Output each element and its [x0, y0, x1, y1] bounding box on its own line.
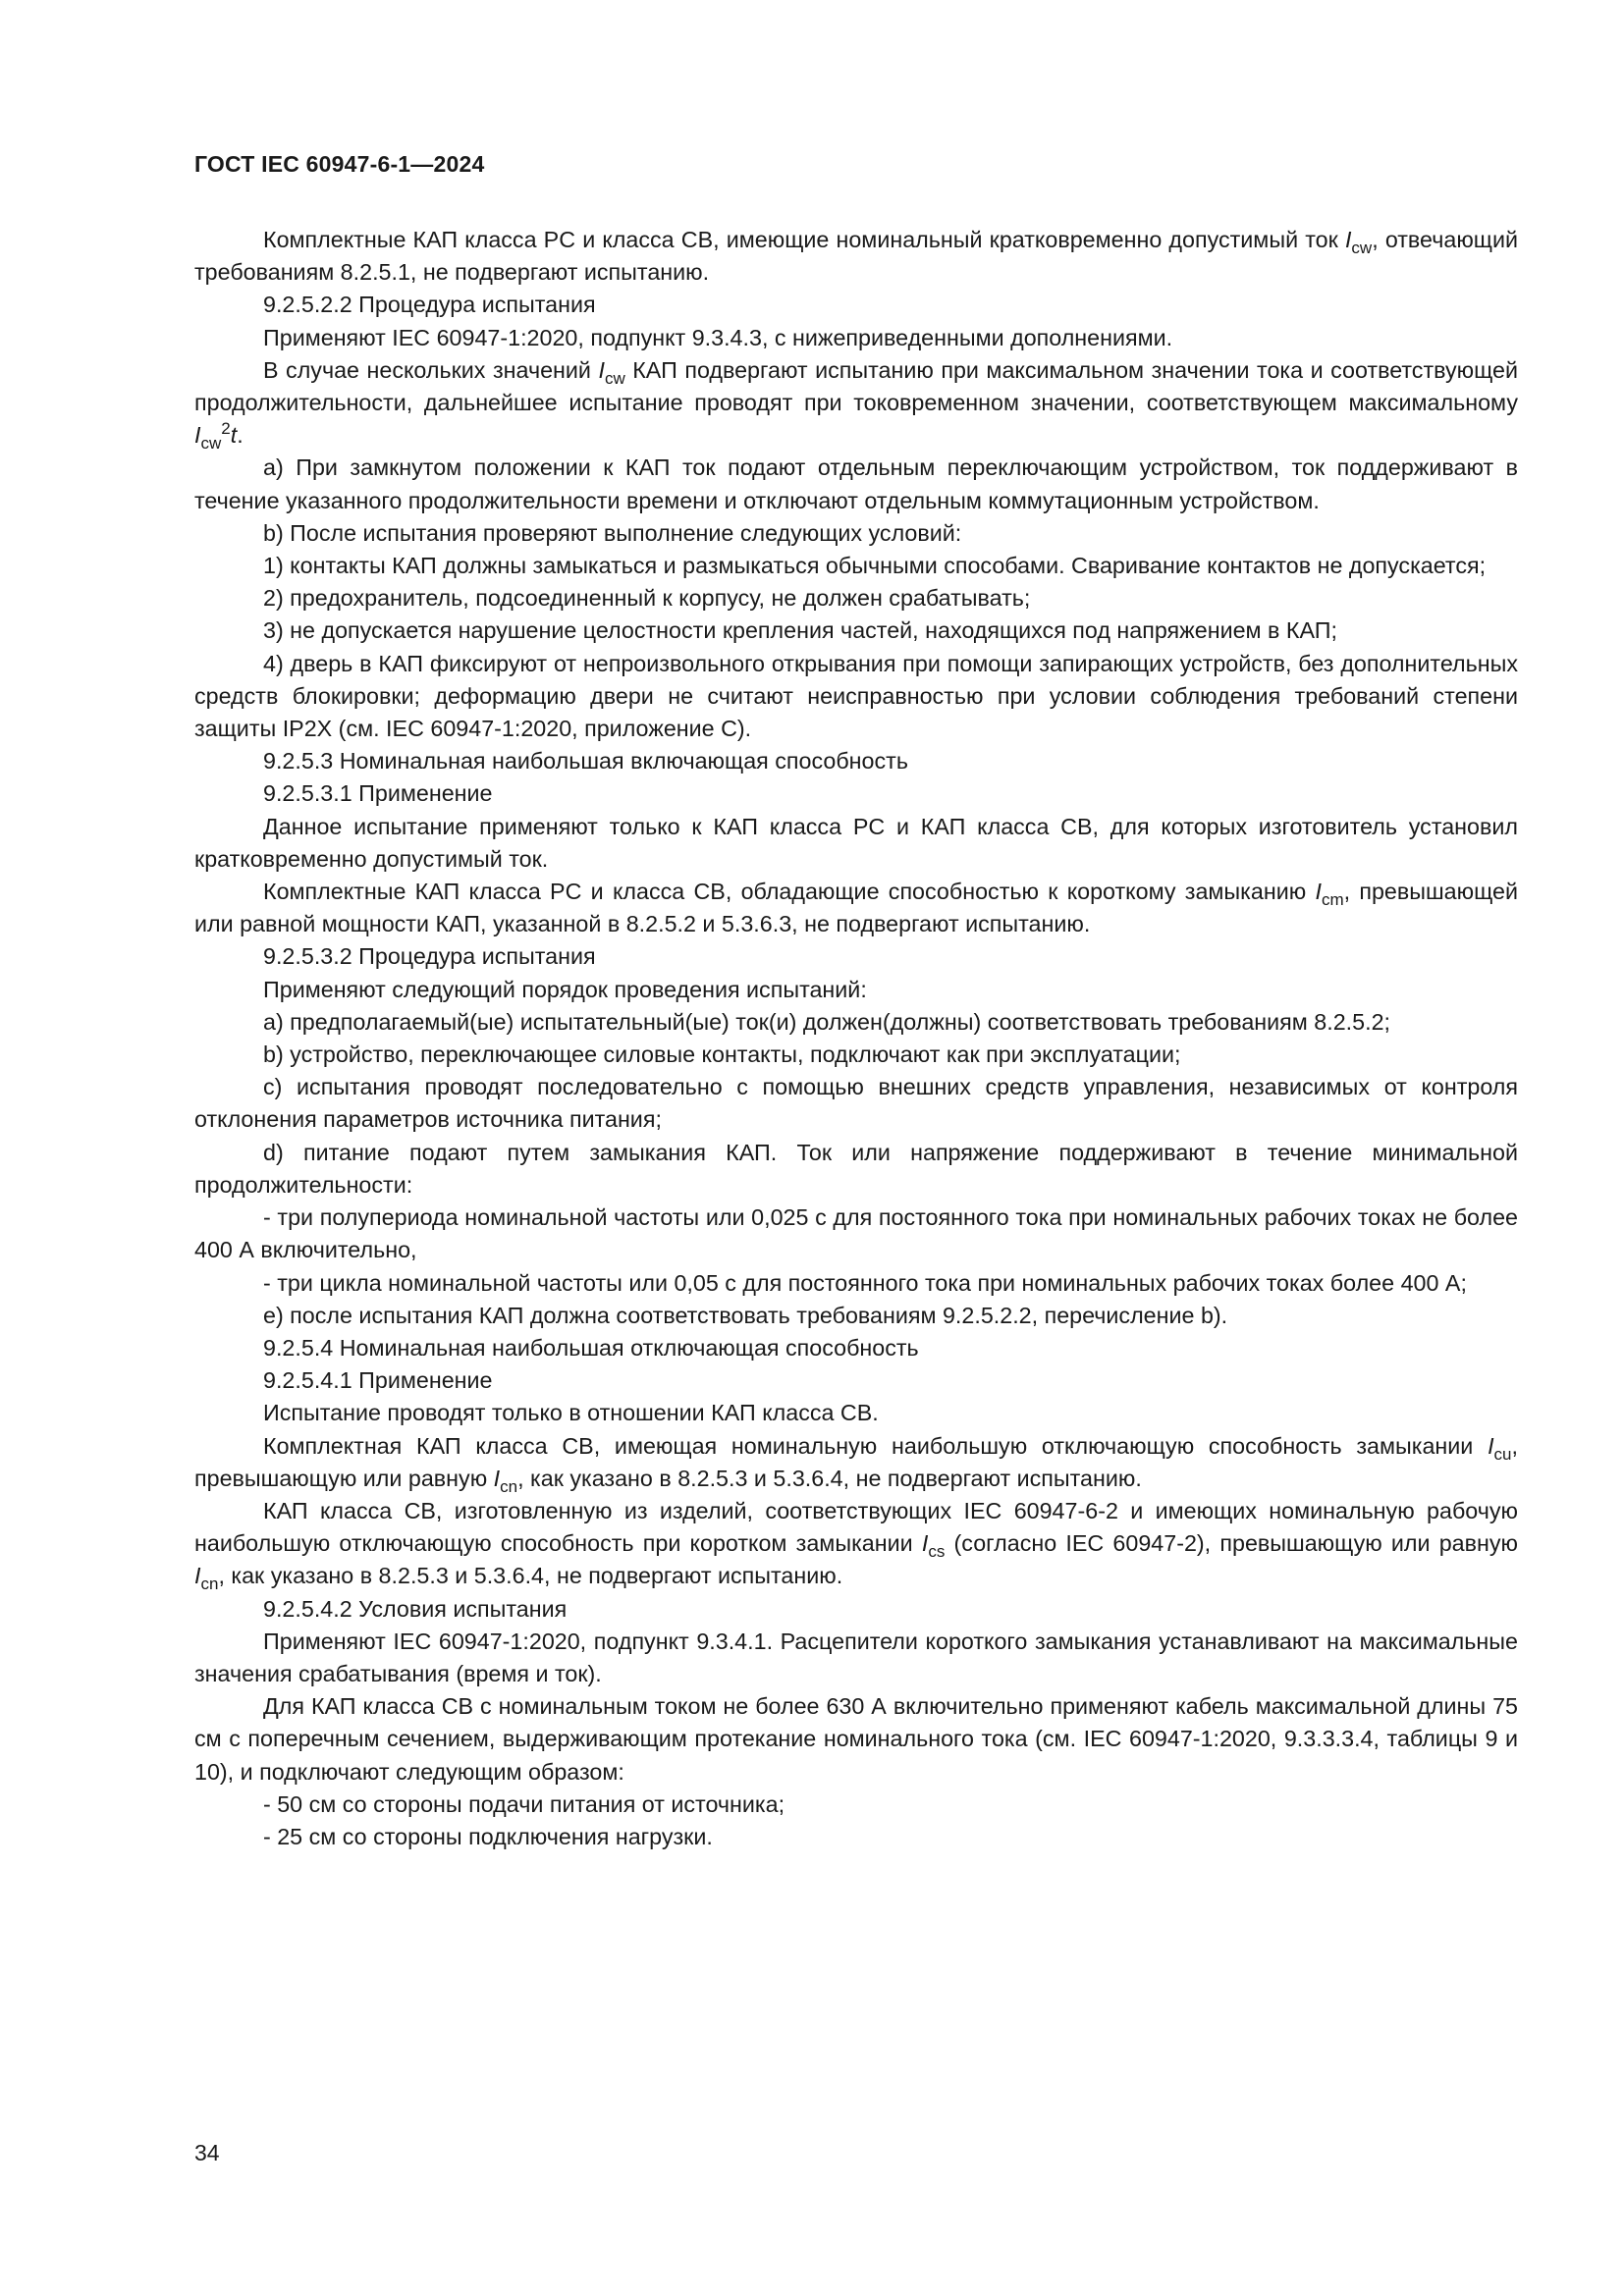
list-item: c) испытания проводят последовательно с помощью внешних средств управления, независимых от контроля отклонения параметров источника питания; — [194, 1074, 1518, 1133]
list-item: b) устройство, переключающее силовые контакты, подключают как при эксплуатации; — [263, 1041, 1181, 1068]
list-item: b) После испытания проверяют выполнение следующих условий: — [263, 519, 962, 546]
paragraph: Для КАП класса CB с номинальным током не более 630 А включительно применяют кабель максимальной длины 75 см с поперечным сечением, выдерживающим протекание номинального тока (см. IEC 60947-1:2020, 9.3.3.3.4, таблицы 9 и 10), и подключают следующим образом: — [194, 1693, 1518, 1785]
paragraph: Комплектная КАП класса CB, имеющая номинальную наибольшую отключающую способность замыкании $I_{cu}$, превышающую или равную $I_{cn}$, как указано в 8.2.5.3 и 5.3.6.4, не подвергают испытанию. — [194, 1432, 1518, 1496]
document-header: ГОСТ IEC 60947-6-1—2024 — [194, 151, 485, 177]
list-item: 1) контакты КАП должны замыкаться и размыкаться обычными способами. Сваривание контактов не допускается; — [263, 553, 1487, 579]
list-item: d) питание подают путем замыкания КАП. Ток или напряжение поддерживают в течение минимальной продолжительности: — [194, 1139, 1518, 1198]
paragraph: КАП класса CB, изготовленную из изделий, соответствующих IEC 60947-6-2 и имеющих номинальную рабочую наибольшую отключающую способность при коротком замыкании $I_{cs}$ (согласно IEC 60947-2), превышающую или равную $I_{cn}$, как указано в 8.2.5.3 и 5.3.6.4, не подвергают испытанию. — [194, 1497, 1519, 1594]
section-heading: 9.2.5.2.2 Процедура испытания — [263, 292, 596, 318]
paragraph: Комплектные КАП класса PC и класса CB, обладающие способностью к короткому замыканию $I_{cm}$, превышающей или равной мощности КАП, указанной в 8.2.5.2 и 5.3.6.3, не подвергают испытанию. — [194, 879, 1518, 937]
list-item: 4) дверь в КАП фиксируют от непроизвольного открывания при помощи запирающих устройств, без дополнительных средств блокировки; деформацию двери не считают неисправностью при условии соблюдения требований степени защиты IP2X (см. IEC 60947-1:2020, приложение С). — [194, 650, 1518, 742]
paragraph: Данное испытание применяют только к КАП класса PC и КАП класса CB, для которых изготовитель установил кратковременно допустимый ток. — [194, 813, 1518, 872]
paragraph: Применяют следующий порядок проведения испытаний: — [263, 976, 867, 1002]
section-heading: 9.2.5.3 Номинальная наибольшая включающая способность — [263, 748, 908, 774]
page-number: 34 — [194, 2140, 220, 2165]
section-heading: 9.2.5.3.1 Применение — [263, 780, 493, 807]
list-item: - 50 см со стороны подачи питания от источника; — [263, 1790, 785, 1817]
list-item: a) При замкнутом положении к КАП ток подают отдельным переключающим устройством, ток поддерживают в течение указанного продолжительности времени и отключают отдельным коммутационным устройством. — [194, 454, 1518, 513]
section-heading: 9.2.5.4.2 Условия испытания — [263, 1595, 568, 1622]
list-item: e) после испытания КАП должна соответствовать требованиям 9.2.5.2.2, перечисление b). — [263, 1302, 1228, 1328]
list-item: a) предполагаемый(ые) испытательный(ые) ток(и) должен(должны) соответствовать требованиям 8.2.5.2; — [263, 1008, 1391, 1035]
section-heading: 9.2.5.3.2 Процедура испытания — [263, 943, 596, 970]
list-item: 3) не допускается нарушение целостности крепления частей, находящихся под напряжением в КАП; — [263, 617, 1337, 644]
paragraph: В случае нескольких значений $I_{cw}$ КАП подвергают испытанию при максимальном значении тока и соответствующей продолжительности, дальнейшее испытание проводят при токовременном значении, соответствующем максимальному $I_{cw}^2t$. — [194, 356, 1518, 454]
list-item: - 25 см со стороны подключения нагрузки. — [263, 1823, 713, 1849]
list-item: 2) предохранитель, подсоединенный к корпусу, не должен срабатывать; — [263, 585, 1031, 612]
document-body — [194, 224, 1518, 1853]
paragraph: Применяют IEC 60947-1:2020, подпункт 9.3.4.3, с нижеприведенными дополнениями. — [263, 324, 1173, 350]
list-item: - три полупериода номинальной частоты или 0,025 с для постоянного тока при номинальных рабочих токах не более 400 А включительно, — [194, 1204, 1518, 1263]
paragraph: Испытание проводят только в отношении КАП класса CB. — [263, 1400, 879, 1426]
section-heading: 9.2.5.4 Номинальная наибольшая отключающая способность — [263, 1334, 919, 1361]
section-heading: 9.2.5.4.1 Применение — [263, 1367, 493, 1394]
list-item: - три цикла номинальной частоты или 0,05 с для постоянного тока при номинальных рабочих токах более 400 А; — [263, 1269, 1467, 1296]
paragraph: Комплектные КАП класса PC и класса CB, имеющие номинальный кратковременно допустимый ток $I_{cw}$, отвечающий требованиям 8.2.5.1, не подвергают испытанию. — [194, 227, 1518, 286]
paragraph: Применяют IEC 60947-1:2020, подпункт 9.3.4.1. Расцепители короткого замыкания устанавливают на максимальные значения срабатывания (время и ток). — [194, 1628, 1518, 1686]
